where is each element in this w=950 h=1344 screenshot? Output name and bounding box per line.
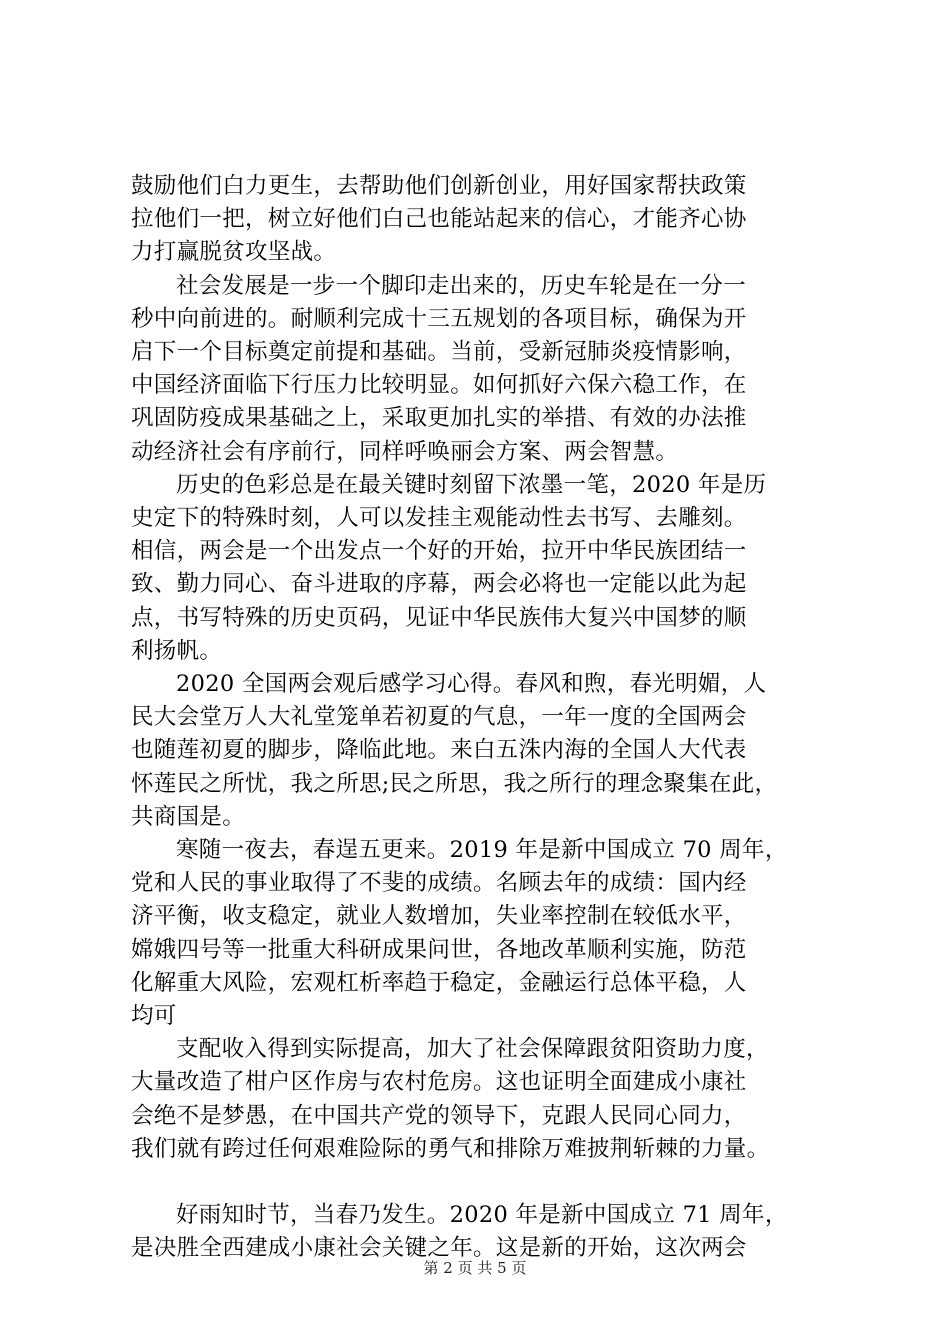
text-line: 均可 bbox=[131, 1003, 177, 1030]
text-line: 利扬帆。 bbox=[131, 637, 223, 664]
text-line: 史定下的特殊时刻，人可以发挂主观能动性去书写、去雕刻。 bbox=[131, 505, 747, 532]
text-line: 也随莲初夏的脚步，降临此地。来白五洙内海的全国人大代表 bbox=[131, 737, 747, 764]
text-line: 点，书写特殊的历史页码，见证中华民族伟大复兴中国梦的顺 bbox=[131, 604, 747, 631]
text-line: 济平衡，收支稳定，就业人数增加，失业率控制在较低水平， bbox=[131, 903, 747, 930]
text-line: 嫦娥四号等一批重大科研成果问世，各地改革顺利实施，防范 bbox=[131, 936, 747, 963]
paragraph bbox=[131, 834, 831, 1033]
text-line: 共商国是。 bbox=[131, 803, 246, 830]
paragraph bbox=[131, 1033, 831, 1166]
paragraph bbox=[131, 1199, 831, 1265]
text-line: 寒随一夜去，春逞五更来。2019 年是新中国成立 70 周年， bbox=[176, 837, 788, 864]
text-line: 启下一个目标奠定前提和基础。当前，受新冠肺炎疫情影响， bbox=[131, 339, 747, 366]
text-line: 化解重大风险，宏观杠析率趋于稳定，金融运行总体平稳，人 bbox=[131, 969, 747, 996]
text-line: 会绝不是梦愚，在中国共产党的领导下，克跟人民同心同力， bbox=[131, 1102, 747, 1129]
text-line: 怀莲民之所忧，我之所思;民之所思，我之所行的理念聚集在此， bbox=[131, 770, 778, 797]
text-line: 好雨知时节，当春乃发生。2020 年是新中国成立 71 周年， bbox=[176, 1202, 788, 1229]
text-line: 党和人民的事业取得了不斐的成绩。名顾去年的成绩：国内经 bbox=[131, 870, 747, 897]
paragraph bbox=[131, 469, 831, 668]
paragraph bbox=[131, 170, 831, 270]
text-line: 致、勤力同心、奋斗进取的序幕，两会必将也一定能以此为起 bbox=[131, 571, 747, 598]
text-line: 是决胜全西建成小康社会关键之年。这是新的开始，这次两会 bbox=[131, 1235, 747, 1262]
text-line: 动经济社会有序前行，同样呼唤丽会方案、两会智慧。 bbox=[131, 438, 679, 465]
text-line: 秒中向前进的。耐顺利完成十三五规划的各项目标，确保为开 bbox=[131, 305, 747, 332]
text-line: 中国经济面临下行压力比较明显。如何抓好六保六稳工作，在 bbox=[131, 372, 747, 399]
text-line: 支配收入得到实际提高，加大了社会保障跟贫阳资助力度， bbox=[176, 1036, 769, 1063]
page-number: 第 2 页 共 5 页 bbox=[423, 1259, 527, 1277]
page-footer bbox=[0, 1258, 950, 1278]
text-line: 民大会堂万人大礼堂笼单若初夏的气息，一年一度的全国两会 bbox=[131, 704, 747, 731]
text-line: 我们就有跨过任何艰难险际的勇气和排除万难披荆斩棘的力量。 bbox=[131, 1135, 770, 1162]
text-line: 2020 全国两会观后感学习心得。春风和煦，春光明媚，人 bbox=[176, 671, 767, 698]
paragraph bbox=[131, 270, 831, 469]
text-line: 力打赢脱贫攻坚战。 bbox=[131, 239, 337, 266]
text-line: 大量改造了柑户区作房与农村危房。这也证明全面建成小康社 bbox=[131, 1069, 747, 1096]
text-line: 相信，两会是一个出发点一个好的开始，拉开中华民族团结一 bbox=[131, 538, 747, 565]
text-line: 拉他们一把，树立好他们白己也能站起来的信心，才能齐心协 bbox=[131, 206, 747, 233]
document-body bbox=[131, 170, 831, 1266]
text-line: 社会发展是一步一个脚印走出来的，历史车轮是在一分一 bbox=[176, 272, 747, 299]
paragraph bbox=[131, 668, 831, 834]
text-line: 鼓励他们白力更生，去帮助他们创新创业，用好国家帮扶政策 bbox=[131, 173, 747, 199]
text-line: 巩固防疫成果基础之上，采取更加扎实的举措、有效的办法推 bbox=[131, 405, 747, 432]
text-line: 历史的色彩总是在最关键时刻留下浓墨一笔，2020 年是历 bbox=[176, 471, 767, 498]
